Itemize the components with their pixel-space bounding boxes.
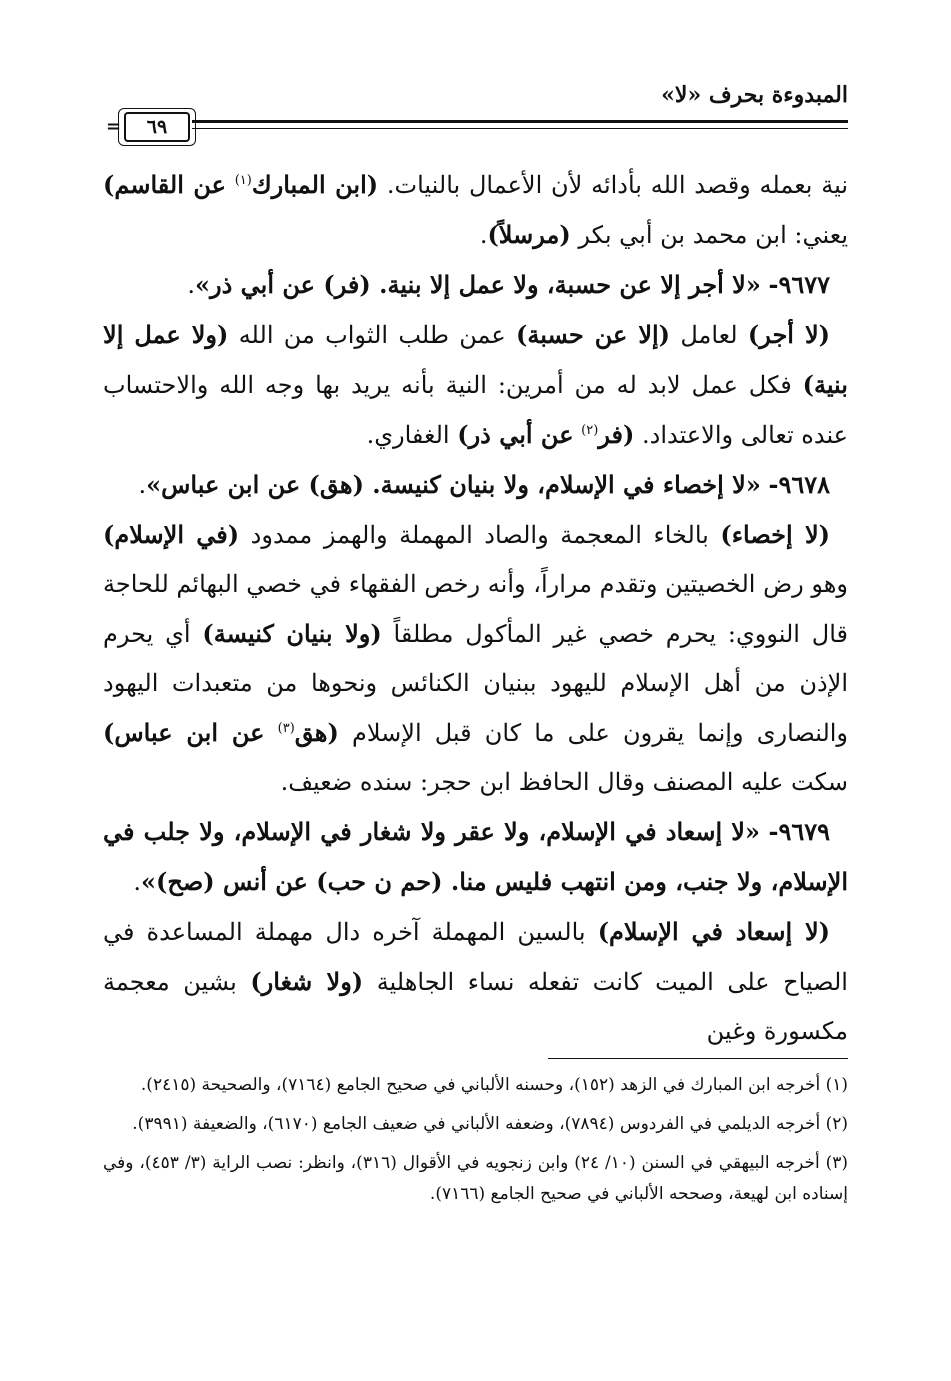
header-rule-thick [192,120,848,123]
footnote-ref-1: (١) [234,173,252,188]
hadith-entry-9678: ٩٦٧٨- «لا إخصاء في الإسلام، ولا بنيان كنيسة. (هق) عن ابن عباس». [138,470,830,499]
header-rule-thin [192,128,848,129]
footnote-ref-3: (٣) [277,721,295,736]
footnote-2: (٢) أخرجه الديلمي في الفردوس (٧٨٩٤)، وضعفه الألباني في ضعيف الجامع (٦١٧٠)، والضعيفة (٣٩٩١). [132,1114,848,1134]
footnote-ref-2: (٢) [581,423,599,438]
hadith-entry-9677: ٩٦٧٧- «لا أجر إلا عن حسبة، ولا عمل إلا بنية. (فر) عن أبي ذر». [187,270,830,299]
footnote-1: (١) أخرجه ابن المبارك في الزهد (١٥٢)، وحسنه الألباني في صحيح الجامع (٧١٦٤)، والصحيحة (٢٤١٥). [140,1075,848,1095]
running-title: المبدوءة بحرف «لا» [661,82,848,108]
commentary-9677: (لا أجر) لعامل (إلا عن حسبة) عمن طلب الثواب من الله (ولا عمل إلا بنية) فكل عمل لابد له من أمرين: النية بأنه يريد بها وجه الله والاحتساب عنده تعالى والاعتداد. (فر$^{(٢)}$ عن أبي ذر) الغفاري. [103,320,848,449]
paragraph-continuation: نية بعمله وقصد الله بأدائه لأن الأعمال بالنيات. (ابن المبارك$^{(١)}$ عن القاسم) يعني: ابن محمد بن أبي بكر (مرسلاً). [103,170,849,249]
commentary-9679: (لا إسعاد في الإسلام) بالسين المهملة آخره دال مهملة المساعدة في الصياح على الميت كانت تفعله نساء الجاهلية (ولا شغار) بشين معجمة مكسورة وغين [103,917,848,1045]
header-ornament: = [106,116,122,137]
page-number: ٦٩ [124,112,190,142]
hadith-entry-9679: ٩٦٧٩- «لا إسعاد في الإسلام، ولا عقر ولا شغار في الإسلام، ولا جلب في الإسلام، ولا جنب، ومن انتهب فليس منا. (حم ن حب) عن أنس (صح)». [103,817,848,896]
commentary-9678: (لا إخصاء) بالخاء المعجمة والصاد المهملة والهمز ممدود (في الإسلام) وهو رض الخصيتين وتقدم مراراً، وأنه رخص الفقهاء في خصي البهائم للحاجة قال النووي: يحرم خصي غير المأكول مطلقاً (ولا بنيان كنيسة) أي يحرم الإذن من أهل الإسلام لليهود ببنيان الكنائس ونحوها من متعبدات اليهود والنصارى وإنما يقرون على ما كان قبل الإسلام (هق$^{(٣)}$ عن ابن عباس) سكت عليه المصنف وقال الحافظ ابن حجر: سنده ضعيف. [103,520,849,796]
footnotes [103,1070,848,1218]
main-text [103,160,848,1056]
footnote-3: (٣) أخرجه البيهقي في السنن (١٠/ ٢٤) وابن زنجويه في الأقوال (٣١٦)، وانظر: نصب الراية (٣/ ٤٥٣)، وفي إسناده ابن لهيعة، وصححه الألباني في صحيح الجامع (٧١٦٦). [103,1153,848,1204]
footnote-separator [548,1058,848,1059]
